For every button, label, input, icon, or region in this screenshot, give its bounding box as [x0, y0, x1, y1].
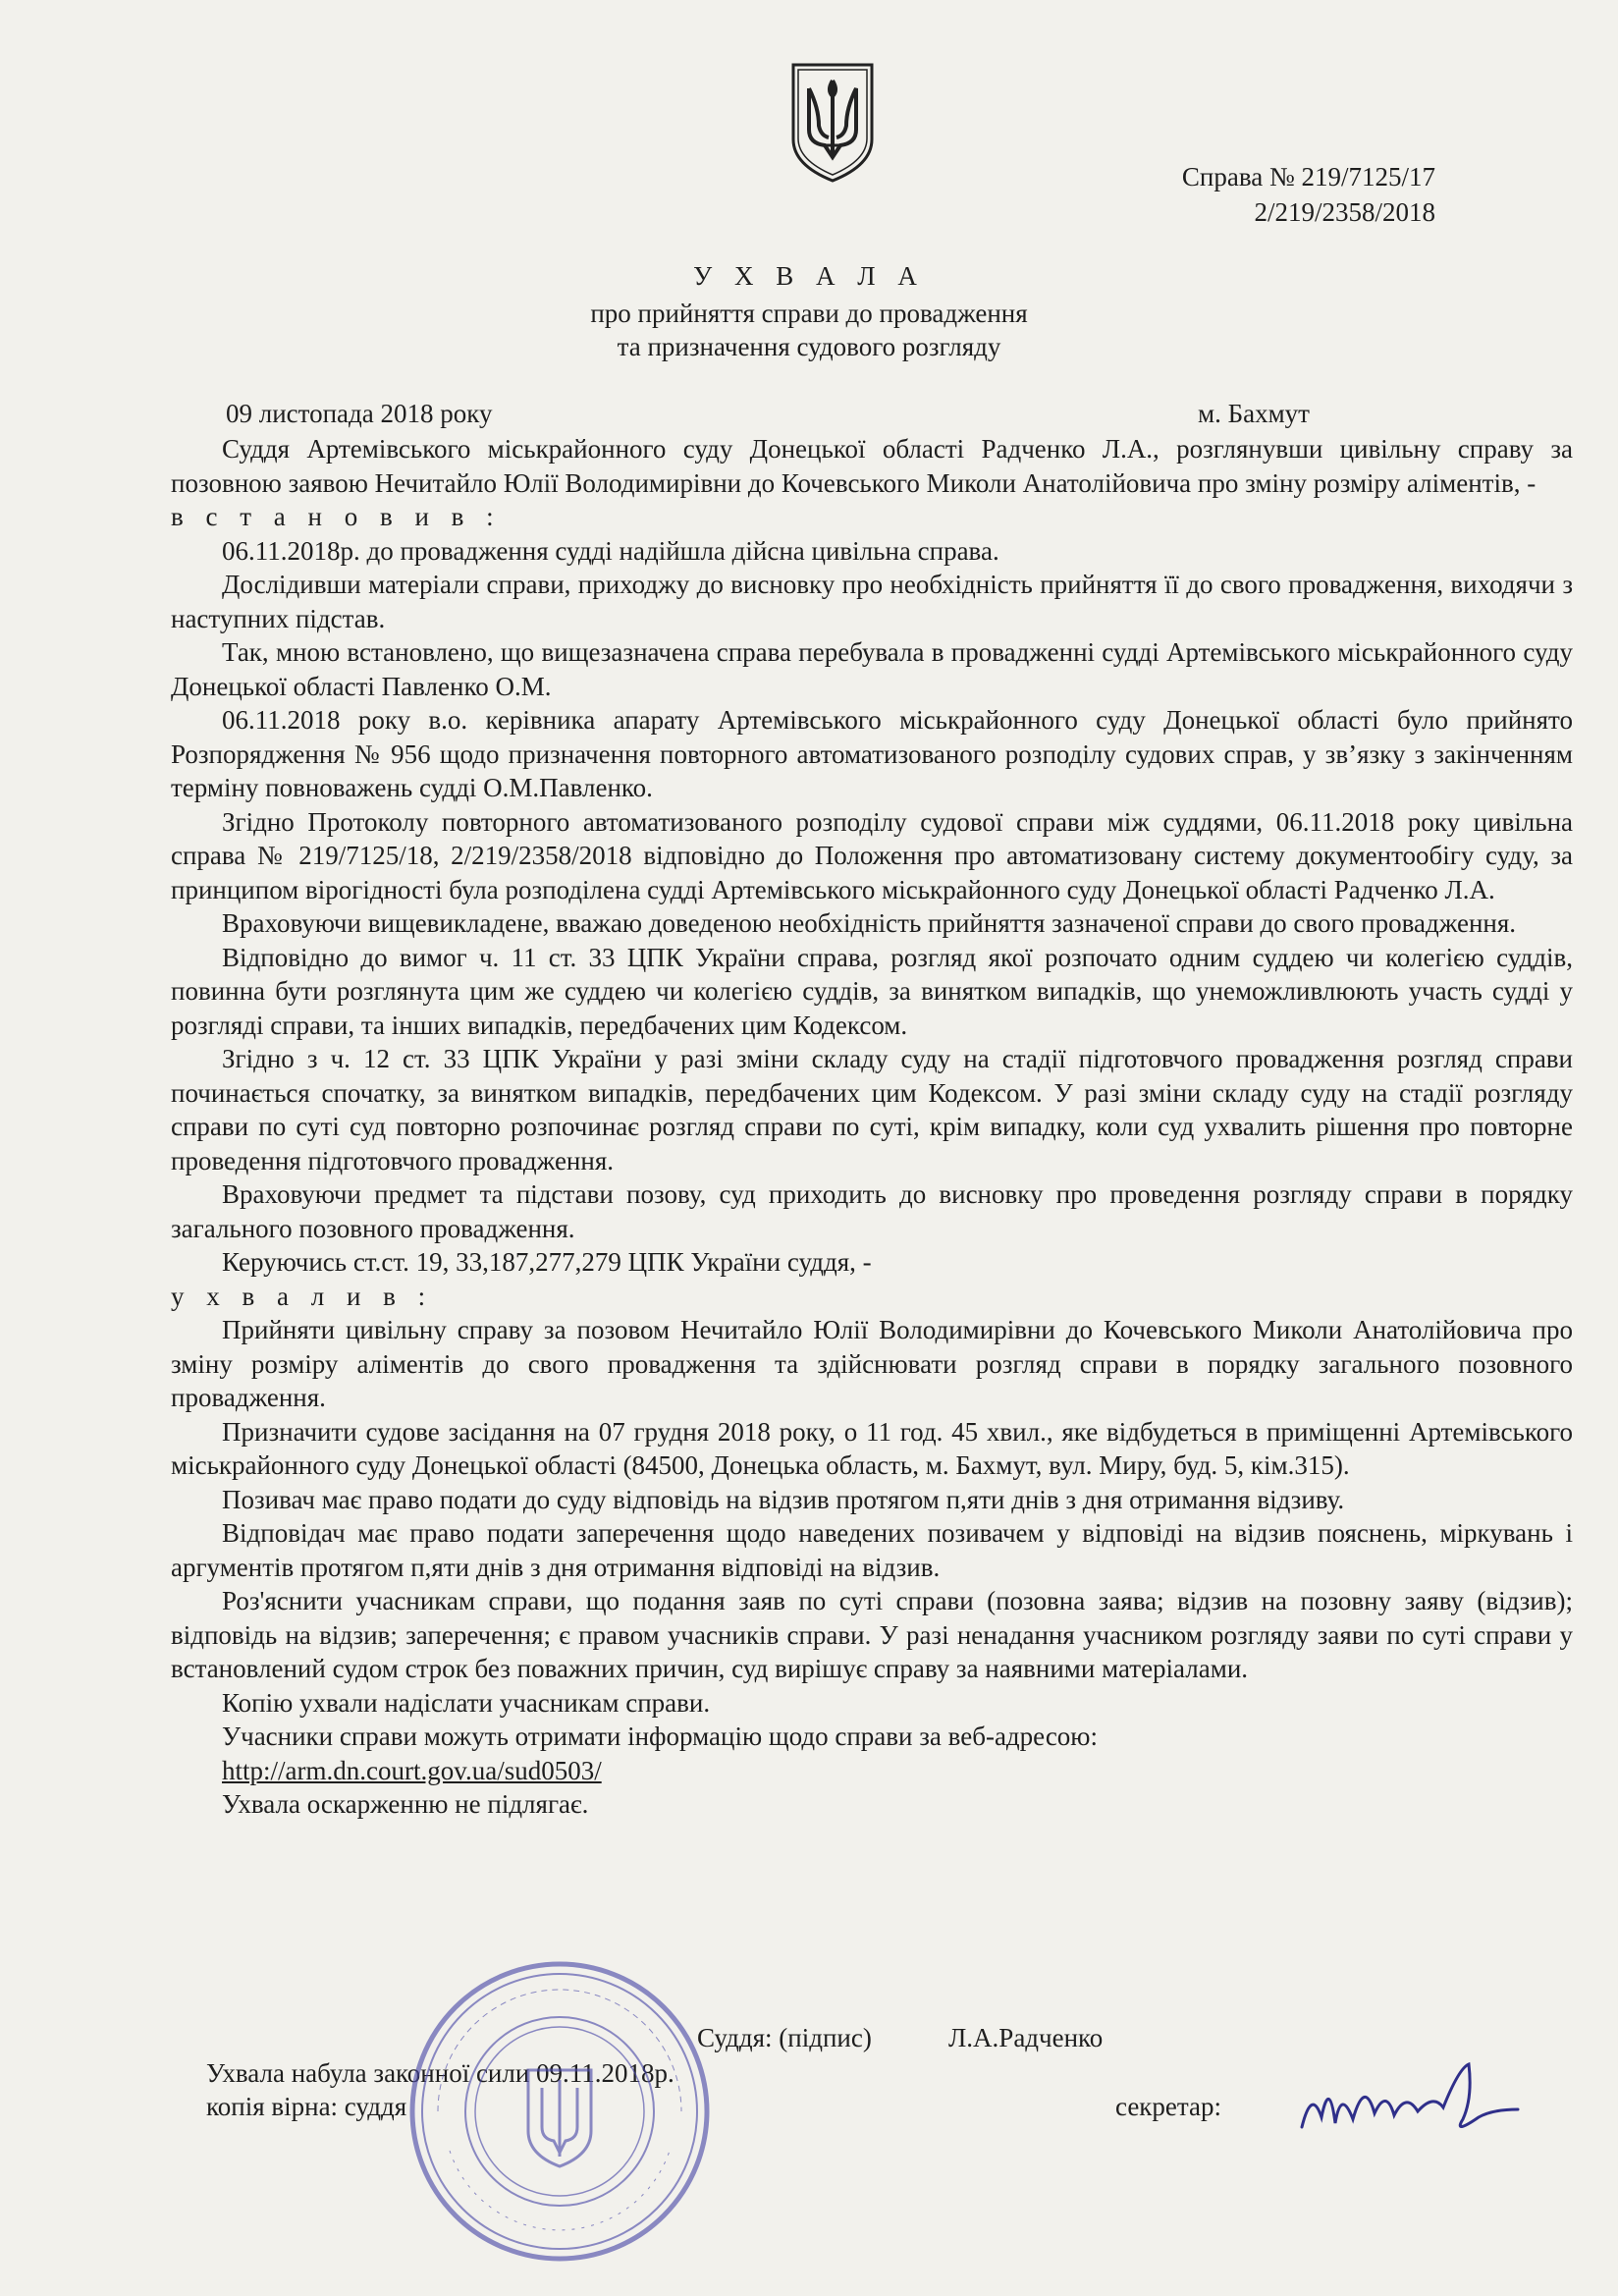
handwritten-signature-icon: [1296, 2058, 1522, 2147]
case-number-line-1: Справа № 219/7125/17: [1181, 162, 1435, 191]
paragraph: Дослідивши матеріали справи, приходжу до висновку про необхідність прийняття її до свого провадження, виходячи з наступних підстав.: [171, 570, 1573, 633]
court-website-link[interactable]: http://arm.dn.court.gov.ua/sud0503/: [222, 1755, 602, 1785]
trident-coat-of-arms-icon: [787, 61, 878, 185]
ruling-date: 09 листопада 2018 року: [226, 399, 493, 428]
paragraph: Прийняти цивільну справу за позовом Нечитайло Юлії Володимирівни до Кочевського Миколи Анатолійовича про зміну розміру аліментів до свого провадження та здійснювати розгляд справи в порядку загального позовного провадження.: [171, 1315, 1573, 1412]
paragraph: 06.11.2018 року в.о. керівника апарату Артемівського міськрайонного суду Донецької області було прийнято Розпорядження № 956 щодо призначення повторного автоматизованого розподілу судових справ, у зв’язку з закінченням терміну повноважень судді О.М.Павленко.: [171, 705, 1573, 802]
paragraph: Копію ухвали надіслати учасникам справи.: [222, 1687, 711, 1718]
paragraph: Позивач має право подати до суду відповідь на відзив протягом п,яти днів з дня отримання відзиву.: [222, 1484, 1345, 1514]
ruling-city: м. Бахмут: [1198, 399, 1310, 428]
document-subtitle-1: про прийняття справи до провадження: [590, 299, 1028, 328]
paragraph: Так, мною встановлено, що вищезазначена справа перебувала в провадженні судді Артемівського міськрайонного суду Донецької області Павленко О.М.: [171, 637, 1573, 701]
paragraph: Ухвала оскарженню не підлягає.: [222, 1789, 589, 1819]
secretary-label: секретар:: [1115, 2092, 1222, 2121]
case-number: [1182, 159, 1435, 230]
paragraph: Враховуючи вищевикладене, вважаю доведеною необхідність прийняття зазначеної справи до свого провадження.: [222, 908, 1517, 938]
case-number-line-2: 2/219/2358/2018: [1254, 197, 1435, 227]
document-title: У Х В А Л А: [693, 261, 925, 291]
intro-paragraph: Суддя Артемівського міськрайонного суду Донецької області Радченко Л.А., розглянувши цивільну справу за позовною заявою Нечитайло Юлії Володимирівни до Кочевського Миколи Анатолійовича про зміну розміру аліментів, -: [171, 434, 1573, 498]
ruling-body: [171, 432, 1573, 1822]
paragraph: Враховуючи предмет та підстави позову, суд приходить до висновку про проведення розгляду справи в порядку загального позовного провадження.: [171, 1179, 1573, 1243]
established-heading: в с т а н о в и в :: [171, 502, 502, 531]
paragraph: 06.11.2018р. до провадження судді надійшла дійсна цивільна справа.: [222, 535, 999, 566]
paragraph: Згідно з ч. 12 ст. 33 ЦПК України у разі зміни складу суду на стадії підготовчого провадження розгляд справи починається спочатку, за винятком випадків, передбачених цим Кодексом. У разі зміни складу суду на стадії розгляду справи по суті суд повторно розпочинає розгляд справи по суті, крім випадку, коли суд ухвалить рішення про повторне проведення підготовчого провадження.: [171, 1044, 1573, 1175]
paragraph: Згідно Протоколу повторного автоматизованого розподілу судової справи між суддями, 06.11.2018 року цивільна справа № 219/7125/18, 2/219/2358/2018 відповідно до Положення про автоматизовану систему документообігу суду, за принципом вірогідності була розподілена судді Артемівського міськрайонного суду Донецької області Радченко Л.А.: [171, 806, 1573, 904]
round-court-seal-icon: [403, 1954, 717, 2269]
paragraph: Відповідно до вимог ч. 11 ст. 33 ЦПК України справа, розгляд якої розпочато одним суддею чи колегією суддів, повинна бути розглянута цим же суддею чи колегією суддів, за винятком випадків, що унеможливлюють участь судді у розгляді справи, та інших випадків, передбачених цим Кодексом.: [171, 942, 1573, 1040]
legal-effect-note: Ухвала набула законної сили 09.11.2018р.: [206, 2058, 674, 2088]
paragraph: Керуючись ст.ст. 19, 33,187,277,279 ЦПК України суддя, -: [222, 1247, 872, 1277]
document-subtitle-2: та призначення судового розгляду: [617, 332, 1001, 361]
judge-name: Л.А.Радченко: [948, 2023, 1104, 2052]
paragraph: Учасники справи можуть отримати інформацію щодо справи за веб-адресою:: [222, 1722, 1098, 1751]
copy-true-label: копія вірна: суддя: [206, 2092, 407, 2121]
paragraph: Роз'яснити учасникам справи, що подання заяв по суті справи (позовна заява; відзив на позовну заяву (відзив); відповідь на відзив; заперечення; є правом учасників справи. У разі ненадання учасником розгляду заяви по суті справи у встановлений судом строк без поважних причин, суд вирішує справу за наявними матеріалами.: [171, 1586, 1573, 1683]
ruled-heading: у х в а л и в :: [171, 1281, 434, 1311]
paragraph: Призначити судове засідання на 07 грудня 2018 року, о 11 год. 45 хвил., яке відбудеться в приміщенні Артемівського міськрайонного суду Донецької області (84500, Донецька область, м. Бахмут, вул. Миру, буд. 5, кім.315).: [171, 1416, 1573, 1480]
judge-signature-label: Суддя: (підпис): [697, 2023, 872, 2052]
paragraph: Відповідач має право подати заперечення щодо наведених позивачем у відповіді на відзив пояснень, міркувань і аргументів протягом п,яти днів з дня отримання відповіді на відзив.: [171, 1518, 1573, 1582]
